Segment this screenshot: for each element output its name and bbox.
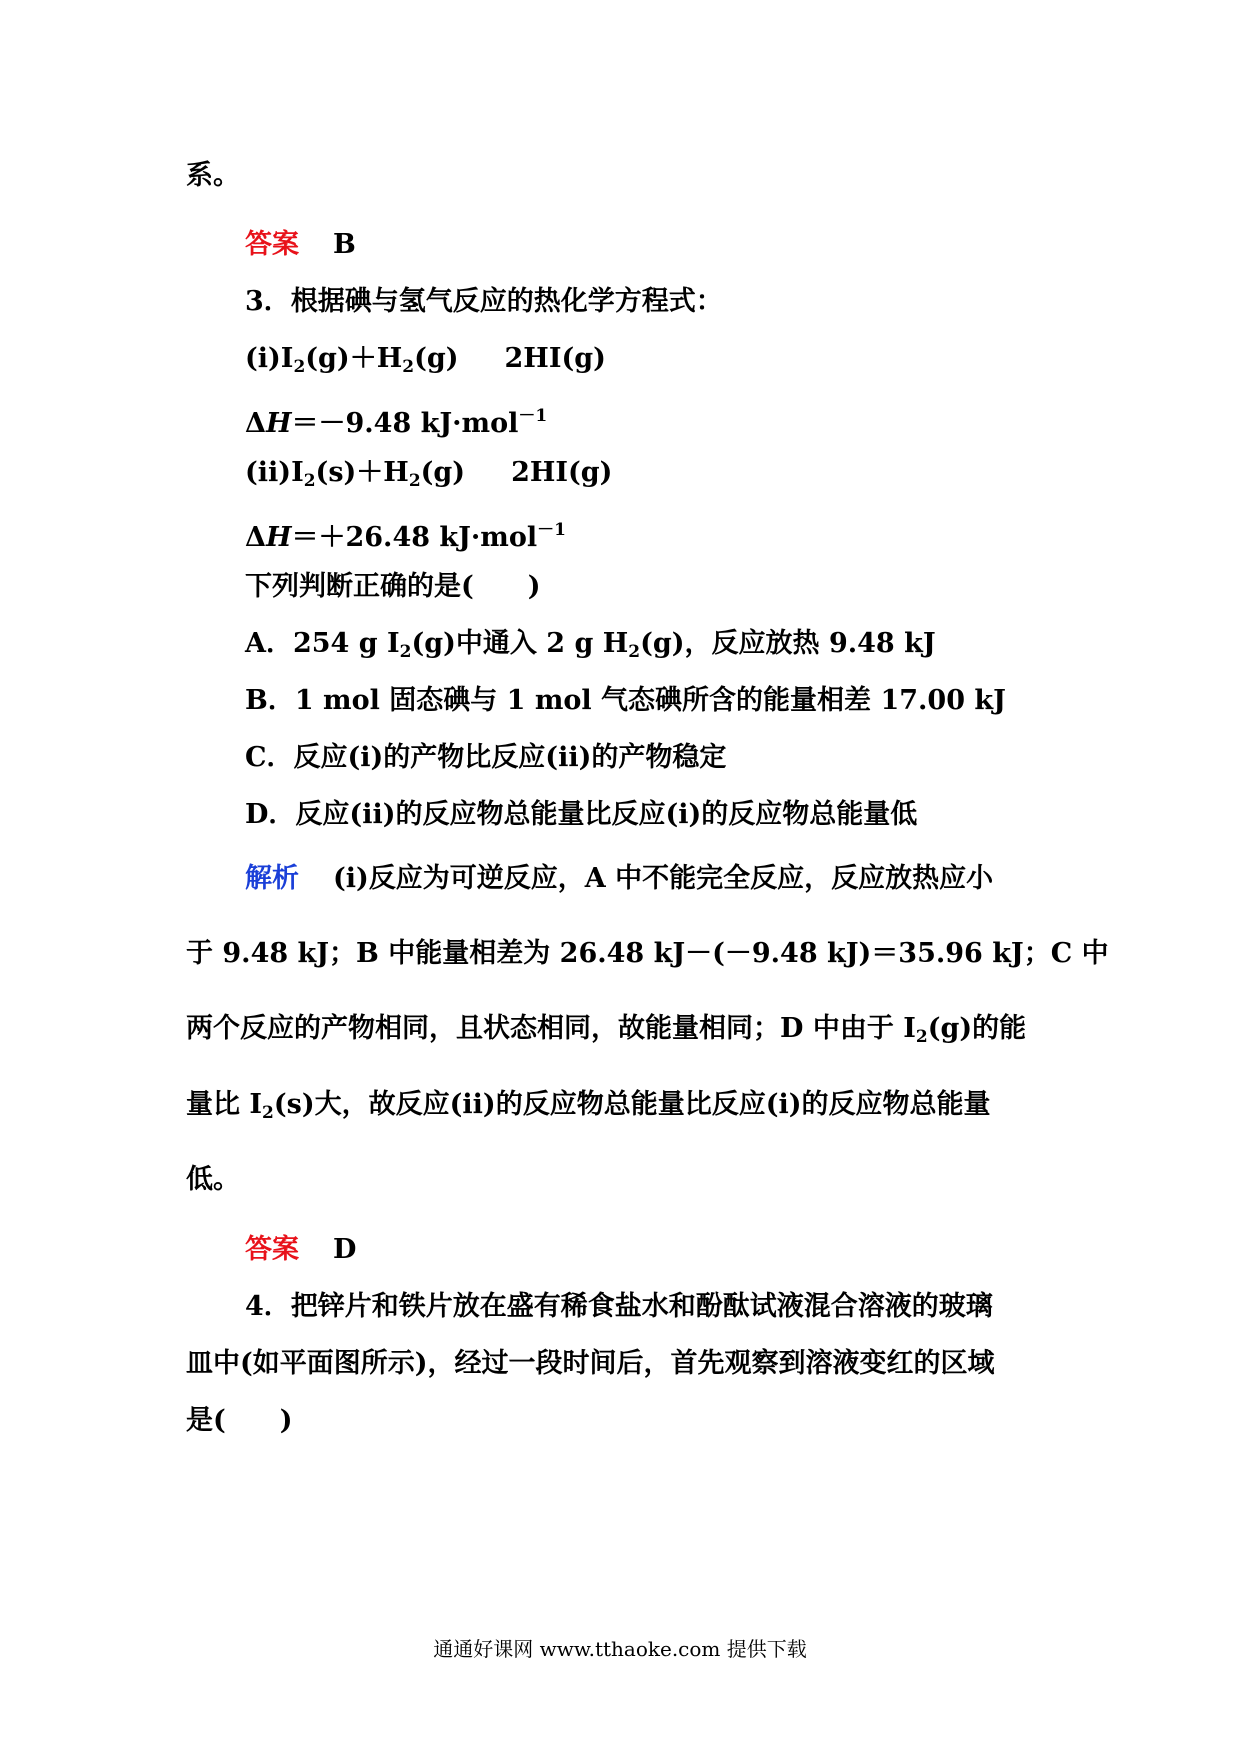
option-d: D．反应(ⅱ)的反应物总能量比反应(ⅰ)的反应物总能量低 xyxy=(245,799,918,830)
question-4-line-3: 是( ) xyxy=(186,1405,293,1436)
analysis-label: 解析 xyxy=(245,863,299,894)
text-line: 系。 xyxy=(186,160,240,191)
enthalpy-2: ΔH＝＋26.48 kJ·mol$^{-1}$ xyxy=(245,520,566,553)
answer-line xyxy=(245,228,356,262)
answer-value: B xyxy=(333,229,356,260)
question-stem: 3．根据碘与氢气反应的热化学方程式： xyxy=(245,286,723,317)
analysis-line-5: 低。 xyxy=(186,1164,240,1195)
page-footer: 通通好课网 www.tthaoke.com 提供下载 xyxy=(433,1637,807,1661)
analysis-line-3: 两个反应的产物相同，且状态相同，故能量相同；D 中由于 $I_2(g)$的能 xyxy=(186,1013,1027,1047)
analysis-line-1: 解析 (ⅰ)反应为可逆反应，A 中不能完全反应，反应放热应小 xyxy=(245,863,994,894)
answer-value: D xyxy=(333,1234,357,1265)
equation-2: $(ⅱ)I_2(s)+H_2(g)$ 2HI(g) xyxy=(245,457,613,491)
enthalpy-1: ΔH＝－9.48 kJ·mol$^{-1}$ xyxy=(245,406,548,439)
answer-label: 答案 xyxy=(245,1234,299,1265)
question-4-line-2: 皿中(如平面图所示)，经过一段时间后，首先观察到溶液变红的区域 xyxy=(186,1348,995,1379)
answer-label: 答案 xyxy=(245,229,299,260)
question-4-line-1: 4．把锌片和铁片放在盛有稀食盐水和酚酞试液混合溶液的玻璃 xyxy=(245,1291,993,1322)
analysis-line-2: 于 9.48 kJ；B 中能量相差为 26.48 kJ－(－9.48 kJ)＝35.96 kJ；C 中 xyxy=(186,938,1109,969)
analysis-line-4: 量比 $I_2(s)$大，故反应(ⅱ)的反应物总能量比反应(ⅰ)的反应物总能量 xyxy=(186,1089,991,1123)
option-b: B．1 mol 固态碘与 1 mol 气态碘所含的能量相差 17.00 kJ xyxy=(245,685,1006,716)
option-a: A．254 g $I_2(g)$中通入 2 g $H_2(g)$，反应放热 9.48 kJ xyxy=(245,628,936,662)
answer-line-2 xyxy=(245,1233,356,1267)
equation-1: $(ⅰ)I_2(g)+H_2(g)$ 2HI(g) xyxy=(245,343,606,377)
question-prompt: 下列判断正确的是( ) xyxy=(245,571,541,602)
option-c: C．反应(ⅰ)的产物比反应(ⅱ)的产物稳定 xyxy=(245,742,727,773)
